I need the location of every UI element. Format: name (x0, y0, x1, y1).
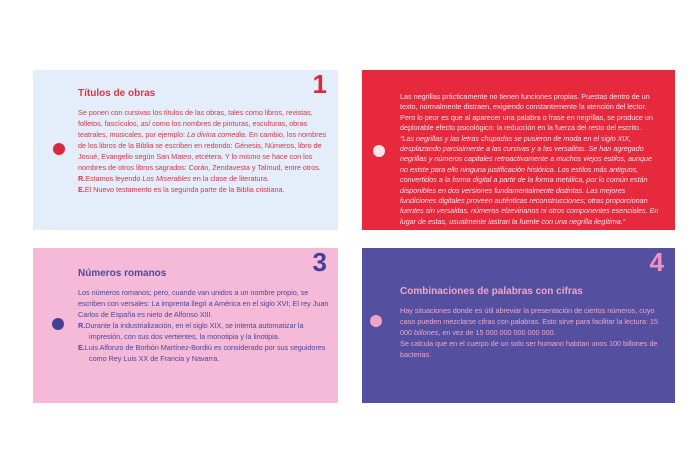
card-note-text: Se calcula que en el cuerpo de un solo ser humano habitan unos 100 billones de bacterias. (400, 339, 658, 359)
bullet-dot-white (373, 145, 385, 157)
card-number-4: 4 (649, 248, 664, 277)
card-title: Combinaciones de palabras con cifras (400, 286, 583, 297)
card-negrillas (362, 70, 675, 230)
example-prefix: E. (78, 343, 85, 352)
example-line-e (78, 342, 330, 364)
card-body-text: Los números romanos; pero, cuando van unidos a un nombre propio, se escriben con versales: La imprenta llegó a América en el siglo XVI; El rey Juan Carlos de España es nieto de Alfonso XIII. (78, 288, 329, 319)
card-content (78, 88, 328, 195)
card-body-text: Hay situaciones donde es útil abreviar la presentación de ciertos números, cuyo caso pueden mezclarse cifras con palabras. Esto sirve para facilitar la lectura: 15 000 billones, en vez de 15 000 000 000 000 000. (400, 306, 658, 337)
card-titulos-de-obras (33, 70, 338, 230)
card-number-1: 1 (312, 70, 327, 99)
example-text: El Nuevo testamento es la segunda parte de la Biblia cristiana. (84, 185, 285, 194)
card-quote-text: “Las negrillas y las letras chupadas se pusieron de moda en el siglo XIX, desplazando parcialmente a las cursivas y a las versalitas. Se han agregado negrillas y números capitales retroactivamente a muchos viejos estilos, aunque no existe para ello ninguna justificación histórica. Los estilos más antiguos, convertidos a la forma digital a partir de la forma metálica, por lo común están disponibles en dos versiones fundamentalmente distintas. Las mejores fundiciones digitales proveen auténticas reconstrucciones; otras proporcionan fuentes sin versalitas, números elzevirianos ni otros componentes esenciales. En lugar de estas, usualmente lastran la fuente con una negrilla ilegítima.” (400, 133, 659, 226)
card-content (400, 286, 662, 360)
example-line-e (78, 184, 328, 195)
example-prefix: E. (78, 185, 85, 194)
bullet-dot-red (53, 143, 65, 155)
card-combinaciones-palabras-cifras (362, 248, 675, 403)
card-number-3: 3 (312, 248, 327, 277)
bullet-dot-purple (52, 318, 64, 330)
card-content (78, 268, 330, 364)
card-body-text: Se ponen con cursivas los títulos de las obras, tales como libros, revistas, folletos, fascículos, así como los nombres de pinturas, esculturas, obras teatrales, musicales, por ejemplo: La divina comedia. En cambio, los nombres de los libros de la Biblia se escriben en redondo: Génesis, Números, libro de Josué, Evangelio según San Mateo, etcétera. Y lo mismo se hace con los nombres de otros libros sagrados: Corán, Zendavesta y Talmud, entre otros. (78, 108, 327, 172)
card-title: Títulos de obras (78, 88, 156, 99)
card-content (400, 92, 662, 227)
example-prefix: R. (78, 174, 86, 183)
example-text: Durante la industrialización, en el siglo XIX, se intenta automatizar la impresión, con sus dos vertientes, la monotipia y la linotipia. (85, 321, 304, 341)
example-line-r (78, 173, 328, 184)
example-text: Estamos leyendo Los Miserables en la clase de literatura. (85, 174, 269, 183)
example-prefix: R. (78, 321, 86, 330)
card-body-text: Las negrillas prácticamente no tienen funciones propias. Puestas dentro de un texto, normalmente distraen, exigiendo constantemente la atención del lector. Pero lo peor es que al aparecer una palabra o frase en negrillas, se produce un deplorable efecto psicológico: la reducción en la fuerza del resto del escrito. (400, 92, 653, 133)
example-text: Luis Alfonzo de Borbón Martínez-Bordiú es considerado por sus seguidores como Rey Luis XX de Francia y Navarra. (84, 343, 326, 363)
example-line-r (78, 320, 330, 342)
card-numeros-romanos (33, 248, 338, 403)
card-title: Números romanos (78, 268, 167, 279)
bullet-dot-pink (370, 315, 382, 327)
